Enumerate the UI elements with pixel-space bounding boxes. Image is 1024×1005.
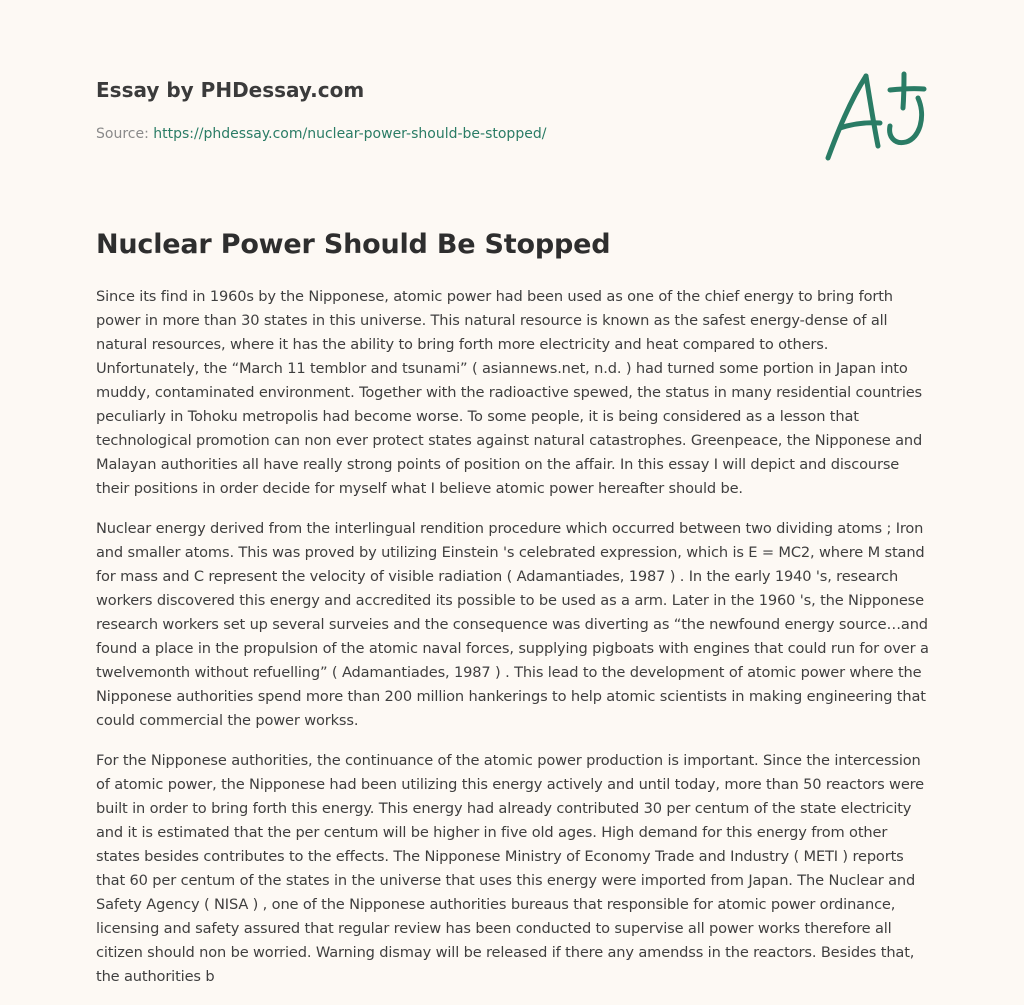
source-line — [96, 124, 936, 144]
source-label: Source: — [96, 126, 154, 142]
essay-paragraph: For the Nipponese authorities, the continuance of the atomic power production is important. Since the intercession of atomic power, the Nipponese had been utilizing this energy actively and until today, more than 50 reactors were built in order to bring forth this energy. This energy had already contributed 30 per centum of the state electricity and it is estimated that the per centum will be higher in five old ages. High demand for this energy from other states besides contributes to the effects. The Nipponese Ministry of Economy Trade and Industry ( METI ) reports that 60 per centum of the states in the universe that uses this energy were imported from Japan. The Nuclear and Safety Agency ( NISA ) , one of the Nipponese authorities bureaus that responsible for atomic power ordinance, licensing and safety assured that regular review has been conducted to supervise all power works therefore all citizen should non be worried. Warning dismay will be released if there any amendss in the reactors. Besides that, the authorities b — [96, 752, 925, 985]
source-link[interactable]: https://phdessay.com/nuclear-power-should-be-stopped/ — [153, 126, 547, 142]
essay-title: Nuclear Power Should Be Stopped — [96, 229, 611, 260]
site-brand: Essay by PHDessay.com — [96, 78, 365, 102]
essay-header — [96, 76, 936, 144]
a-plus-grade-icon — [818, 66, 934, 166]
essay-paragraph: Nuclear energy derived from the interlingual rendition procedure which occurred between two dividing atoms ; Iron and smaller atoms. This was proved by utilizing Einstein 's celebrated expression, which is E = MC2, where M stand for mass and C represent the velocity of visible radiation ( Adamantiades, 1987 ) . In the early 1940 's, research workers discovered this energy and accredited its possible to be used as a arm. Later in the 1960 's, the Nipponese research workers set up several surveies and the consequence was diverting as “the newfound energy source…and found a place in the propulsion of the atomic naval forces, supplying pigboats with engines that could run for over a twelvemonth without refuelling” ( Adamantiades, 1987 ) . This lead to the development of atomic power where the Nipponese authorities spend more than 200 million hankerings to help atomic scientists in making engineering that could commercial the power workss. — [96, 520, 929, 729]
essay-paragraph: Since its find in 1960s by the Nipponese, atomic power had been used as one of the chief energy to bring forth power in more than 30 states in this universe. This natural resource is known as the safest energy-dense of all natural resources, where it has the ability to bring forth more electricity and heat compared to others. Unfortunately, the “March 11 temblor and tsunami” ( asiannews.net, n.d. ) had turned some portion in Japan into muddy, contaminated environment. Together with the radioactive spewed, the status in many residential countries peculiarly in Tohoku metropolis had become worse. To some people, it is being considered as a lesson that technological promotion can non ever protect states against natural catastrophes. Greenpeace, the Nipponese and Malayan authorities all have really strong points of position on the affair. In this essay I will depict and discourse their positions in order decide for myself what I believe atomic power hereafter should be. — [96, 288, 923, 497]
essay-body — [96, 285, 932, 1005]
